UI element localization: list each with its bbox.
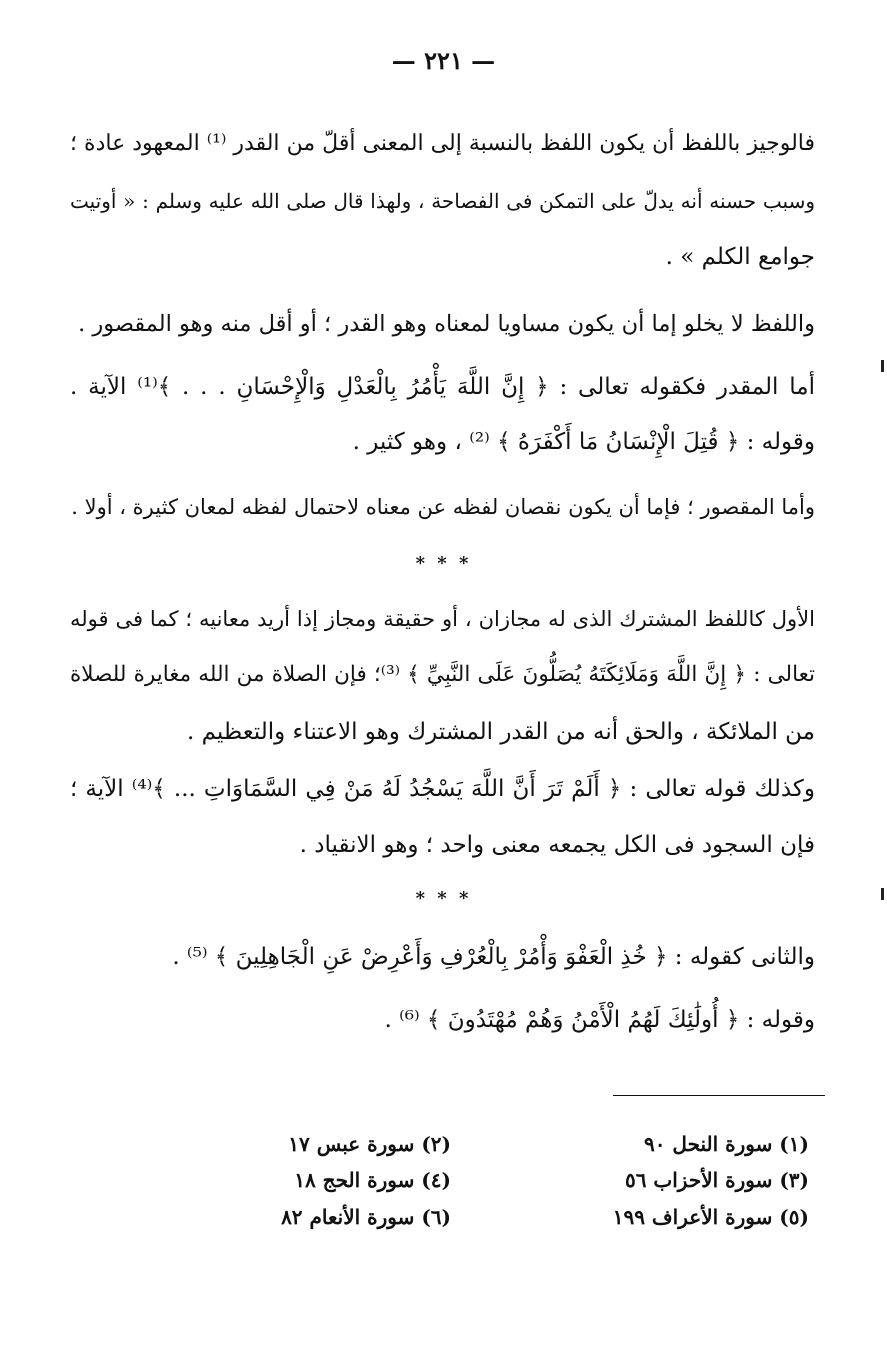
- text-line-7: وأما المقصور ؛ فإما أن يكون نقصان لفظه عن معناه لاحتمال لفظه لمعان كثيرة ، أولا .: [71, 495, 815, 519]
- footnote-3: (٣) سورة الأحزاب ٥٦: [624, 1168, 809, 1192]
- footnote-5: (٥) سورة الأعراف ١٩٩: [612, 1205, 809, 1229]
- text-line-2: وسبب حسنه أنه يدلّ على التمكن فى الفصاحة ، ولهذا قال صلى الله عليه وسلم : « أوتيت: [70, 189, 815, 213]
- text-line-12: فإن السجود فى الكل يجمعه معنى واحد ؛ وهو الانقياد .: [299, 832, 815, 858]
- page-number: — ٢٢١ —: [391, 46, 496, 75]
- text-line-14: وقوله : ﴿ أُولَٰئِكَ لَهُمُ الْأَمْنُ وَهُمْ مُهْتَدُونَ ﴾ ⁽⁶⁾ .: [384, 1007, 815, 1033]
- text-line-5: أما المقدر فكقوله تعالى : ﴿ إِنَّ اللَّهَ يَأْمُرُ بِالْعَدْلِ وَالْإِحْسَانِ . . . ﴾⁽¹⁾ الآية .: [70, 374, 815, 400]
- text-line-11: وكذلك قوله تعالى : ﴿ أَلَمْ تَرَ أَنَّ اللَّهَ يَسْجُدُ لَهُ مَنْ فِي السَّمَاوَاتِ ... ﴾⁽⁴⁾ الآية ؛: [70, 776, 815, 802]
- text-line-8: الأول كاللفظ المشترك الذى له مجازان ، أو حقيقة ومجاز إذا أريد معانيه ؛ كما فى قوله: [70, 607, 815, 631]
- text-line-9: تعالى : ﴿ إِنَّ اللَّهَ وَمَلَائِكَتَهُ يُصَلُّونَ عَلَى النَّبِيِّ ﴾ ⁽³⁾؛ فإن الصلاة من الله مغايرة للصلاة: [70, 662, 815, 687]
- text-line-10: من الملائكة ، والحق أنه من القدر المشترك وهو الاعتناء والتعظيم .: [186, 719, 815, 745]
- footnote-2: (٢) سورة عبس ١٧: [288, 1132, 451, 1156]
- footnote-4: (٤) سورة الحج ١٨: [294, 1168, 451, 1192]
- footnote-1: (١) سورة النحل ٩٠: [643, 1132, 809, 1156]
- text-line-13: والثانى كقوله : ﴿ خُذِ الْعَفْوَ وَأْمُرْ بِالْعُرْفِ وَأَعْرِضْ عَنِ الْجَاهِلِينَ ﴾ ⁽⁵⁾ .: [172, 944, 815, 970]
- text-line-3: جوامع الكلم » .: [665, 244, 815, 270]
- footnote-separator-rule: [613, 1095, 825, 1096]
- footnote-6: (٦) سورة الأنعام ٨٢: [281, 1205, 451, 1229]
- section-separator-1: * * *: [415, 553, 472, 574]
- text-line-4: واللفظ لا يخلو إما أن يكون مساويا لمعناه وهو القدر ؛ أو أقل منه وهو المقصور .: [78, 311, 815, 337]
- section-separator-2: * * *: [415, 888, 472, 909]
- text-line-1: فالوجيز باللفظ أن يكون اللفظ بالنسبة إلى المعنى أقلّ من القدر ⁽¹⁾ المعهود عادة ؛: [70, 131, 815, 156]
- margin-mark: [881, 888, 884, 900]
- text-line-6: وقوله : ﴿ قُتِلَ الْإِنْسَانُ مَا أَكْفَرَهُ ﴾ ⁽²⁾ ، وهو كثير .: [352, 429, 815, 455]
- margin-mark: [881, 360, 884, 372]
